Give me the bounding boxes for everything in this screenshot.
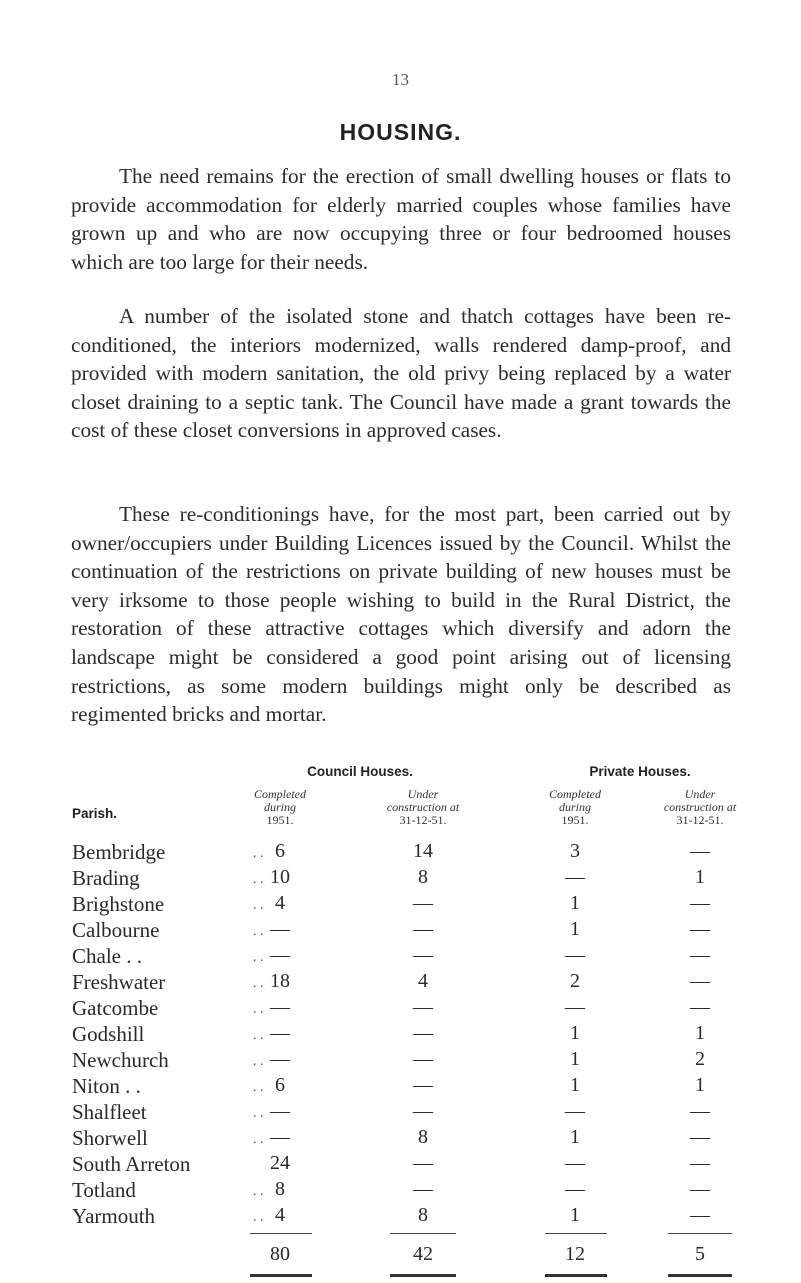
total-private-under-construction: 5 — [695, 1243, 705, 1265]
cell-council-completed: 24 — [270, 1152, 290, 1174]
cell-council-completed: 4 — [275, 1204, 285, 1226]
cell-private-under-construction: — — [690, 944, 710, 966]
page-title: HOUSING. — [339, 119, 462, 145]
parish-column-header: Parish. — [72, 806, 118, 821]
cell-private-completed: 1 — [570, 1204, 580, 1226]
cell-private-completed: — — [565, 1100, 585, 1122]
parish-name: South Arreton — [72, 1152, 191, 1176]
cell-council-completed: 6 — [275, 1074, 285, 1096]
cell-private-under-construction: — — [690, 970, 710, 992]
cell-council-under-construction: 8 — [418, 1204, 428, 1226]
cell-council-completed: 6 — [275, 840, 285, 862]
parish-name: Gatcombe — [72, 996, 159, 1020]
cell-council-completed: 10 — [270, 866, 290, 888]
subtotal-rule — [668, 1233, 732, 1234]
cell-private-under-construction: — — [690, 1100, 710, 1122]
leader-dots: . . — [253, 1002, 264, 1017]
cell-private-under-construction: — — [690, 1126, 710, 1148]
total-private-completed: 12 — [565, 1243, 585, 1265]
cell-private-completed: — — [565, 944, 585, 966]
total-council-completed: 80 — [270, 1243, 290, 1265]
council-houses-header: Council Houses. — [307, 764, 413, 779]
parish-name: Shalfleet — [72, 1100, 147, 1124]
cell-private-under-construction: — — [690, 1152, 710, 1174]
cell-private-under-construction: — — [690, 840, 710, 862]
parish-name: Godshill — [72, 1022, 145, 1046]
table-row — [0, 918, 801, 943]
parish-name: Calbourne — [72, 918, 160, 942]
paragraph-1: The need remains for the erection of small dwelling houses or flats to provide accommodation for elderly married couples whose families have grown up and who are now occupying three or four bedroomed houses which are too large for their needs. — [71, 164, 731, 274]
cell-private-completed: — — [565, 1152, 585, 1174]
col-header-council-under-construction: Under construction at 31-12-51. — [386, 787, 460, 827]
table-row — [0, 1204, 801, 1229]
total-rule — [545, 1274, 607, 1277]
cell-council-completed: — — [270, 996, 290, 1018]
leader-dots: . . — [253, 898, 264, 913]
cell-council-completed: — — [270, 918, 290, 940]
cell-council-completed: — — [270, 1100, 290, 1122]
total-council-under-construction: 42 — [413, 1243, 433, 1265]
page-number: 13 — [392, 70, 409, 89]
parish-name: Niton . . — [72, 1074, 141, 1098]
table-row — [0, 1022, 801, 1047]
leader-dots: . . — [253, 1028, 264, 1043]
cell-private-under-construction: — — [690, 996, 710, 1018]
cell-council-completed: — — [270, 944, 290, 966]
col-header-private-completed: Completed during 1951. — [549, 787, 601, 827]
cell-council-under-construction: — — [413, 918, 433, 940]
cell-private-completed: 1 — [570, 1126, 580, 1148]
subtotal-rule — [250, 1233, 312, 1234]
cell-council-completed: 8 — [275, 1178, 285, 1200]
leader-dots: . . — [253, 1184, 264, 1199]
cell-council-under-construction: 14 — [413, 840, 433, 862]
table-row — [0, 970, 801, 995]
total-rule — [390, 1274, 456, 1277]
total-rule — [668, 1274, 732, 1277]
table-row — [0, 1126, 801, 1151]
col-header-private-under-construction: Under construction at 31-12-51. — [663, 787, 737, 827]
cell-council-completed: — — [270, 1126, 290, 1148]
table-row — [0, 996, 801, 1021]
cell-council-under-construction: 4 — [418, 970, 428, 992]
leader-dots: . . — [253, 1106, 264, 1121]
parish-name: Brighstone — [72, 892, 165, 916]
cell-council-under-construction: — — [413, 1178, 433, 1200]
table-row — [0, 1074, 801, 1099]
table-row — [0, 866, 801, 891]
table-row — [0, 892, 801, 917]
cell-private-under-construction: 2 — [695, 1048, 705, 1070]
cell-private-under-construction: — — [690, 918, 710, 940]
totals-row — [0, 1243, 801, 1268]
cell-council-under-construction: — — [413, 1022, 433, 1044]
cell-council-under-construction: — — [413, 1100, 433, 1122]
leader-dots: . . — [253, 924, 264, 939]
cell-private-completed: — — [565, 866, 585, 888]
private-houses-header: Private Houses. — [589, 764, 691, 779]
leader-dots: . . — [253, 1080, 264, 1095]
leader-dots: . . — [253, 872, 264, 887]
cell-council-completed: — — [270, 1048, 290, 1070]
cell-private-completed: 2 — [570, 970, 580, 992]
cell-council-under-construction: — — [413, 1152, 433, 1174]
table-row — [0, 944, 801, 969]
leader-dots: . . — [253, 846, 264, 861]
cell-private-under-construction: — — [690, 892, 710, 914]
cell-council-under-construction: — — [413, 1048, 433, 1070]
leader-dots: . . — [253, 950, 264, 965]
table-row — [0, 1152, 801, 1177]
cell-private-under-construction: 1 — [695, 1022, 705, 1044]
parish-name: Chale . . — [72, 944, 142, 968]
table-row — [0, 1178, 801, 1203]
table-row — [0, 1100, 801, 1125]
leader-dots: . . — [253, 976, 264, 991]
cell-council-under-construction: — — [413, 892, 433, 914]
leader-dots: . . — [253, 1132, 264, 1147]
cell-private-under-construction: — — [690, 1204, 710, 1226]
cell-council-completed: — — [270, 1022, 290, 1044]
parish-name: Freshwater — [72, 970, 166, 994]
cell-council-under-construction: — — [413, 944, 433, 966]
table-row — [0, 1048, 801, 1073]
parish-name: Totland — [72, 1178, 136, 1202]
cell-private-completed: 1 — [570, 1074, 580, 1096]
leader-dots: . . — [253, 1210, 264, 1225]
paragraph-2: A number of the isolated stone and thatch cottages have been re-conditioned, the interiors modernized, walls rendered damp-proof, and provided with modern sanitation, the old privy being replaced by a water closet draining to a septic tank. The Council have made a grant towards the cost of these closet conversions in approved cases. — [71, 304, 731, 443]
cell-private-completed: — — [565, 996, 585, 1018]
cell-council-under-construction: — — [413, 996, 433, 1018]
cell-private-completed: — — [565, 1178, 585, 1200]
paragraph-3: These re-conditionings have, for the most part, been carried out by owner/occupiers under Building Licences issued by the Council. Whilst the continuation of the restrictions on private building of new houses must be very irksome to those people wishing to build in the Rural District, the restoration of these attractive cottages which diversify and adorn the landscape might be considered a good point arising out of licensing restrictions, as some modern buildings might only be described as regimented bricks and mortar. — [71, 502, 731, 727]
parish-name: Bembridge — [72, 840, 166, 864]
cell-council-completed: 18 — [270, 970, 290, 992]
cell-private-completed: 1 — [570, 918, 580, 940]
cell-council-under-construction: 8 — [418, 866, 428, 888]
subtotal-rule — [545, 1233, 607, 1234]
cell-council-under-construction: 8 — [418, 1126, 428, 1148]
total-rule — [250, 1274, 312, 1277]
cell-council-completed: 4 — [275, 892, 285, 914]
leader-dots: . . — [253, 1054, 264, 1069]
cell-private-under-construction: 1 — [695, 1074, 705, 1096]
cell-private-completed: 1 — [570, 892, 580, 914]
col-header-council-completed: Completed during 1951. — [254, 787, 306, 827]
parish-name: Newchurch — [72, 1048, 169, 1072]
cell-private-under-construction: — — [690, 1178, 710, 1200]
cell-private-completed: 3 — [570, 840, 580, 862]
table-row — [0, 840, 801, 865]
cell-private-under-construction: 1 — [695, 866, 705, 888]
cell-private-completed: 1 — [570, 1022, 580, 1044]
parish-name: Yarmouth — [72, 1204, 156, 1228]
subtotal-rule — [390, 1233, 456, 1234]
parish-name: Shorwell — [72, 1126, 148, 1150]
cell-private-completed: 1 — [570, 1048, 580, 1070]
cell-council-under-construction: — — [413, 1074, 433, 1096]
parish-name: Brading — [72, 866, 140, 890]
